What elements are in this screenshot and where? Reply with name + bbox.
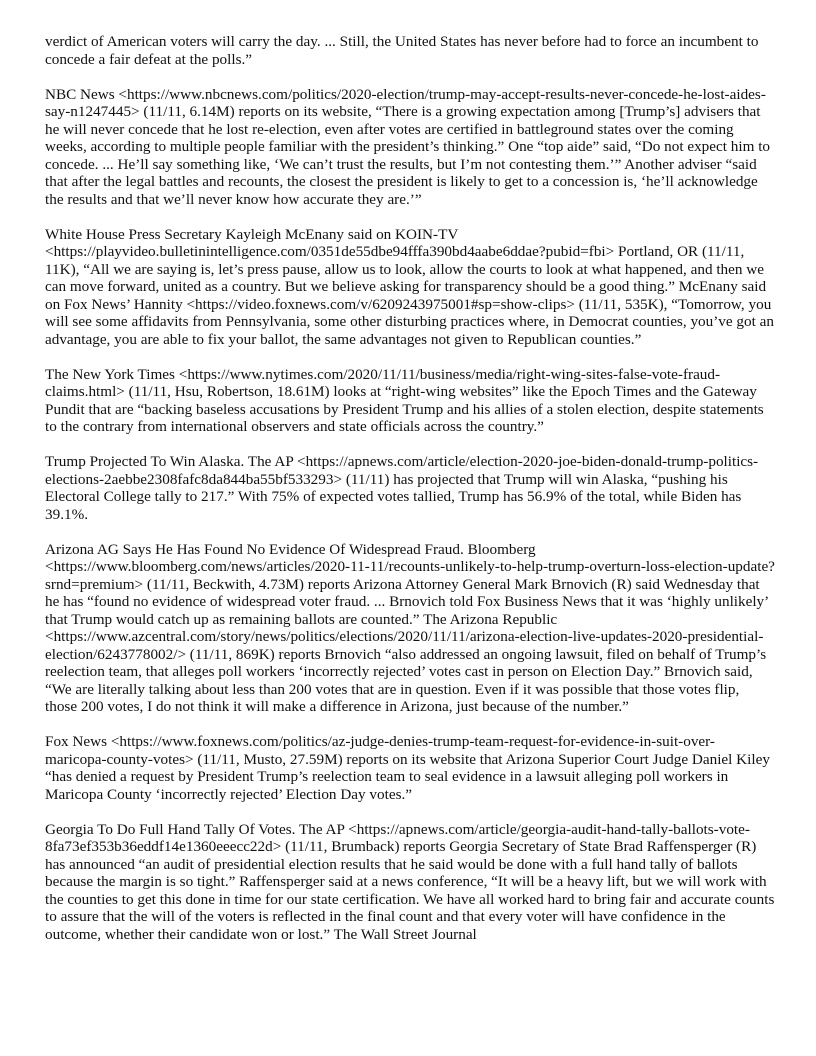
paragraph-fox-news: Fox News <https://www.foxnews.com/politics/az-judge-denies-trump-team-request-for-evidence-in-suit-over-maricopa-county-votes> (11/11, Musto, 27.59M) reports on its website that Arizona Superior Court Judge Daniel Kiley “has denied a request by President Trump’s reelection team to seal evidence in a lawsuit alleging poll workers in Maricopa County ‘incorrectly rejected’ Election Day votes.” (45, 733, 770, 803)
paragraph-trump-alaska: Trump Projected To Win Alaska. The AP <https://apnews.com/article/election-2020-joe-biden-donald-trump-politics-elections-2aebbe2308fafc8da844ba55bf533293> (11/11) has projected that Trump will win Alaska, “pushing his Electoral College tally to 217.” With 75% of expected votes tallied, Trump has 56.9% of the total, while Biden has 39.1%. (45, 453, 759, 523)
paragraph-georgia-hand-tally: Georgia To Do Full Hand Tally Of Votes. The AP <https://apnews.com/article/georgia-audit-hand-tally-ballots-vote-8fa73ef353b36eddf14e1360eeecc22d> (11/11, Brumback) reports Georgia Secretary of State Brad Raffensperger (R) has announced “an audit of presidential election results that he said would be done with a full hand tally of ballots because the margin is so tight.” Raffensperger said at a news conference, “It will be a heavy lift, but we will work with the counties to get this done in time for our state certification. We have all worked hard to bring fair and accurate counts to assure that the will of the voters is reflected in the final count and that every voter will have confidence in the outcome, whether their candidate won or lost.” The Wall Street Journal (45, 820, 775, 943)
paragraph-arizona-ag: Arizona AG Says He Has Found No Evidence Of Widespread Fraud. Bloomberg <https://www.bloomberg.com/news/articles/2020-11-11/recounts-unlikely-to-help-trump-overturn-loss-election-update?srnd=premium> (11/11, Beckwith, 4.73M) reports Arizona Attorney General Mark Brnovich (R) said Wednesday that he has “found no evidence of widespread voter fraud. ... Brnovich told Fox Business News that it was ‘highly unlikely’ that Trump would catch up as remaining ballots are counted.” The Arizona Republic <https://www.azcentral.com/story/news/politics/elections/2020/11/11/arizona-election-live-updates-2020-presidential-election/6243778002/> (11/11, 869K) reports Brnovich “also addressed an ongoing lawsuit, filed on behalf of Trump’s reelection team, that alleges poll workers ‘incorrectly rejected’ votes cast in person on Election Day.” Brnovich said, “We are literally talking about less than 200 votes that are in question. Even if it was possible that those votes flip, those 200 votes, I do not think it will make a difference in Arizona, just because of the number.” (45, 540, 775, 715)
paragraph-mcenany: White House Press Secretary Kayleigh McEnany said on KOIN-TV <https://playvideo.bulletinintelligence.com/0351de55dbe94fffa390bd4aabe6ddae?pubid=fbi> Portland, OR (11/11, 11K), “All we are saying is, let’s press pause, allow us to look, allow the courts to look at what happened, and then we can move forward, united as a country. But we believe asking for transparency should be a good thing.” McEnany said on Fox News’ Hannity <https://video.foxnews.com/v/6209243975001#sp=show-clips> (11/11, 535K), “Tomorrow, you will see some affidavits from Pennsylvania, some other disturbing practices where, in Democrat counties, you’ve got an advantage, you are able to fix your ballot, the same advantages not given to Republican counties.” (45, 225, 774, 348)
document-page (45, 33, 775, 943)
paragraph-nbc-news: NBC News <https://www.nbcnews.com/politics/2020-election/trump-may-accept-results-never-concede-he-lost-aides-say-n1247445> (11/11, 6.14M) reports on its website, “There is a growing expectation among [Trump’s] advisers that he will never concede that he lost re-election, even after votes are certified in battleground states over the coming weeks, according to multiple people familiar with the president’s thinking.” One “top aide” said, “Do not expect him to concede. ... He’ll say something like, ‘We can’t trust the results, but I’m not contesting them.’” Another adviser “said that after the legal battles and recounts, the closest the president is likely to get to a concession is, ‘he’ll acknowledge the results and that we’ll never know how accurate they are.’” (45, 85, 771, 208)
paragraph-new-york-times: The New York Times <https://www.nytimes.com/2020/11/11/business/media/right-wing-sites-false-vote-fraud-claims.html> (11/11, Hsu, Robertson, 18.61M) looks at “right-wing websites” like the Epoch Times and the Gateway Pundit that are “backing baseless accusations by President Trump and his allies of a stolen election, despite statements to the contrary from international observers and state officials across the country.” (45, 365, 764, 435)
paragraph-verdict-continuation: verdict of American voters will carry the day. ... Still, the United States has never before had to force an incumbent to concede a fair defeat at the polls.” (45, 33, 759, 68)
